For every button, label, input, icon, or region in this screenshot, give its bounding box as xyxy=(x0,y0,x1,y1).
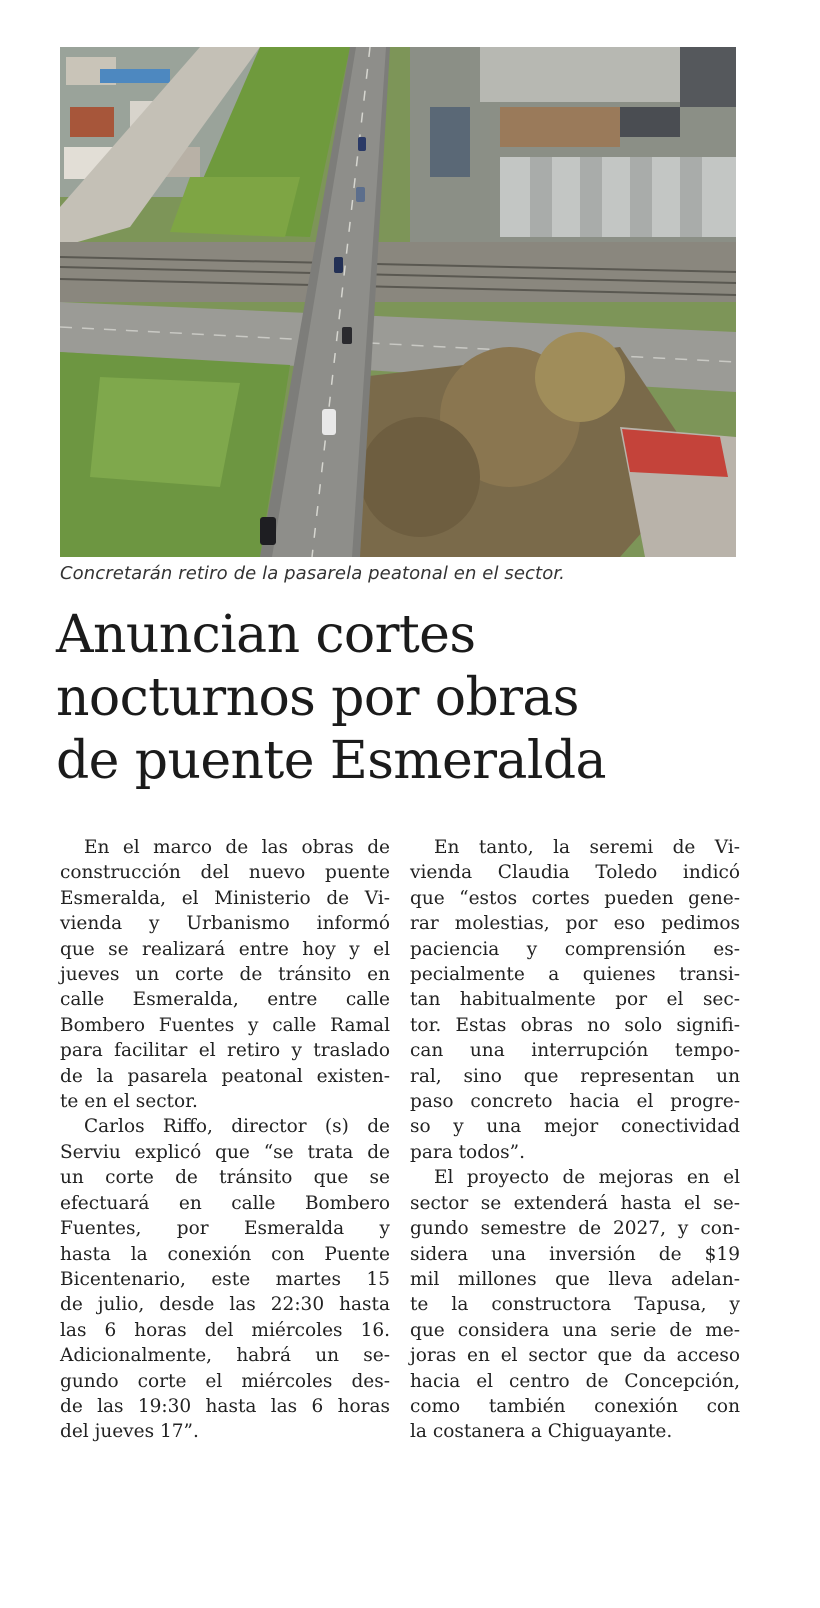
text-line: jueves un corte de tránsito en xyxy=(60,964,390,986)
text-line: mil millones que lleva adelan- xyxy=(410,1268,740,1290)
text-line: joras en el sector que da acceso xyxy=(410,1345,740,1367)
text-line: tor. Estas obras no solo signifi- xyxy=(410,1014,740,1036)
photo-caption: Concretarán retiro de la pasarela peatonal en el sector. xyxy=(60,563,565,584)
text-line: tan habitualmente por el sec- xyxy=(410,989,740,1011)
text-line: para facilitar el retiro y traslado xyxy=(60,1040,390,1062)
text-line: sector se extenderá hasta el se- xyxy=(410,1192,740,1214)
headline-line: de puente Esmeralda xyxy=(56,731,606,791)
text-line: te en el sector. xyxy=(60,1091,198,1113)
text-line: Bicentenario, este martes 15 xyxy=(60,1268,390,1290)
text-line: te la constructora Tapusa, y xyxy=(410,1294,740,1316)
text-line: calle Esmeralda, entre calle xyxy=(60,989,390,1011)
article-paragraph xyxy=(410,835,740,1165)
text-line: Esmeralda, el Ministerio de Vi- xyxy=(60,887,390,909)
text-line: para todos”. xyxy=(410,1141,526,1163)
text-line: Serviu explicó que “se trata de xyxy=(60,1141,390,1163)
text-line: El proyecto de mejoras en el xyxy=(434,1167,740,1189)
text-line: como también conexión con xyxy=(410,1395,740,1417)
text-line: En el marco de las obras de xyxy=(84,837,390,858)
text-line: Fuentes, por Esmeralda y xyxy=(60,1218,390,1240)
text-line: hacia el centro de Concepción, xyxy=(410,1370,740,1392)
text-line: vienda Claudia Toledo indicó xyxy=(410,862,740,884)
article-right-column xyxy=(410,835,740,1445)
headline-line: Anuncian cortes xyxy=(56,605,476,665)
article-paragraph xyxy=(410,1165,740,1444)
text-line: que “estos cortes pueden gene- xyxy=(410,887,740,909)
text-line: que se realizará entre hoy y el xyxy=(60,938,390,960)
text-line: un corte de tránsito que se xyxy=(60,1167,390,1189)
text-line: las 6 horas del miércoles 16. xyxy=(60,1319,390,1341)
article-paragraph xyxy=(60,1114,390,1444)
text-line: Carlos Riffo, director (s) de xyxy=(84,1116,390,1138)
aerial-bridge-photo-svg xyxy=(60,47,736,557)
text-line: efectuará en calle Bombero xyxy=(60,1192,390,1214)
text-line: gundo corte el miércoles des- xyxy=(60,1370,390,1392)
article-paragraph xyxy=(60,835,390,1114)
text-line: de la pasarela peatonal existen- xyxy=(60,1065,390,1087)
text-line: can una interrupción tempo- xyxy=(410,1040,740,1062)
text-line: En tanto, la seremi de Vi- xyxy=(434,837,740,858)
text-line: gundo semestre de 2027, y con- xyxy=(410,1218,740,1240)
text-line: Bombero Fuentes y calle Ramal xyxy=(60,1014,390,1036)
text-line: pecialmente a quienes transi- xyxy=(410,964,740,986)
text-line: paso concreto hacia el progre- xyxy=(410,1091,740,1113)
text-line: sidera una inversión de $19 xyxy=(410,1243,740,1265)
text-line: la costanera a Chiguayante. xyxy=(410,1421,673,1443)
article-left-column xyxy=(60,835,390,1445)
text-line: vienda y Urbanismo informó xyxy=(60,913,390,935)
text-line: que considera una serie de me- xyxy=(410,1319,740,1341)
headline xyxy=(56,604,776,793)
text-line: Adicionalmente, habrá un se- xyxy=(60,1345,390,1367)
aerial-bridge-photo xyxy=(60,47,736,557)
text-line: de las 19:30 hasta las 6 horas xyxy=(60,1395,390,1417)
text-line: ral, sino que representan un xyxy=(410,1065,740,1087)
text-line: de julio, desde las 22:30 hasta xyxy=(60,1294,390,1316)
text-line: rar molestias, por eso pedimos xyxy=(410,913,740,935)
text-line: so y una mejor conectividad xyxy=(410,1116,740,1138)
text-line: del jueves 17”. xyxy=(60,1421,199,1443)
text-line: construcción del nuevo puente xyxy=(60,862,390,884)
text-line: hasta la conexión con Puente xyxy=(60,1243,390,1265)
headline-line: nocturnos por obras xyxy=(56,668,579,728)
text-line: paciencia y comprensión es- xyxy=(410,938,740,960)
